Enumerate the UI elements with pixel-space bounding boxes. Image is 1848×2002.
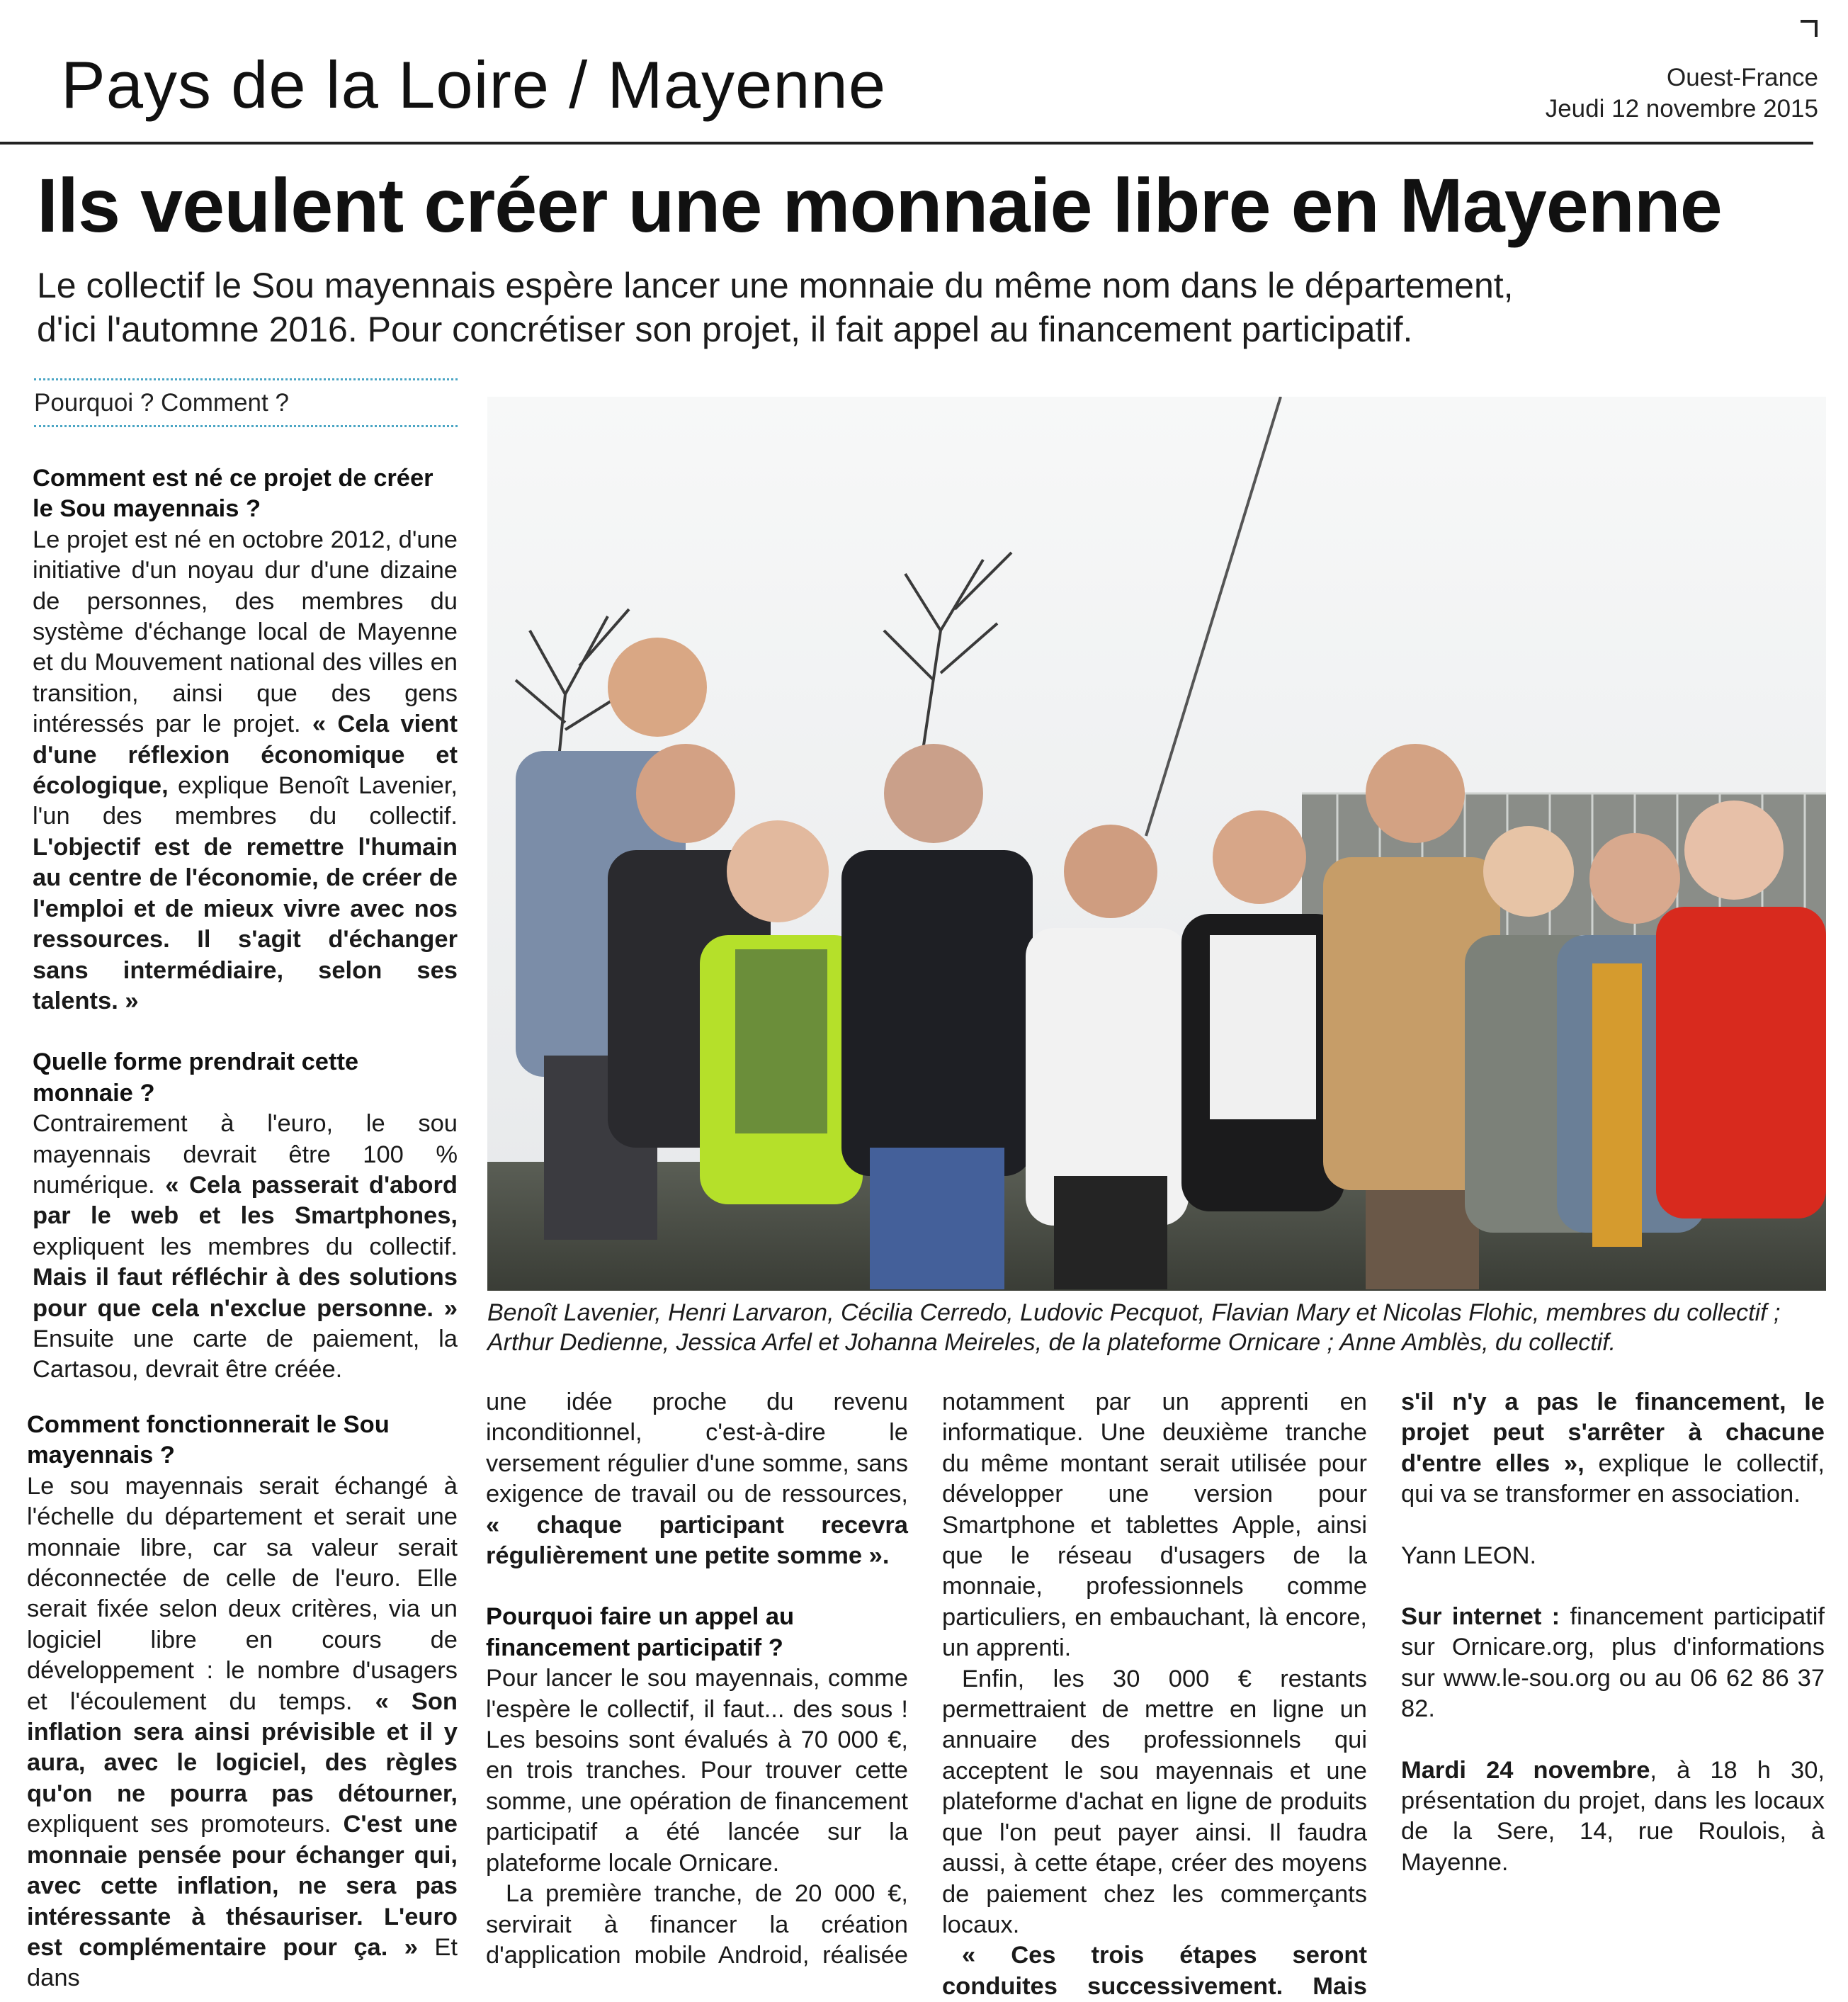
caption-line: Arthur Dedienne, Jessica Arfel et Johanna Meireles, de la plateforme Ornicare ; Anne Amblès, du collectif. — [487, 1329, 1616, 1356]
answer-text: une idée proche du revenu inconditionnel, c'est-à-dire le versement régulier d'une somme, sans exigence de travail ou de ressources, — [486, 1389, 908, 1508]
article-column-2 — [486, 1387, 908, 1971]
event-date: Mardi 24 novembre — [1401, 1756, 1650, 1784]
question-heading: Comment fonctionnerait le Sou mayennais ? — [27, 1411, 390, 1469]
group-photo-illustration — [487, 397, 1826, 1291]
event-text: , à 18 h 30, présentation du projet, dans les locaux de la Sere, 14, rue Roulois, à Mayenne. — [1401, 1756, 1825, 1876]
article-headline: Ils veulent créer une monnaie libre en Mayenne — [37, 162, 1722, 248]
info-text: financement participatif sur Ornicare.org, plus d'informations sur www.le-sou.org ou au 06 62 86 37 82. — [1401, 1603, 1825, 1723]
publication-date: Jeudi 12 novembre 2015 — [1545, 95, 1818, 123]
answer-paragraph — [33, 1109, 458, 1386]
answer-text: expliquent ses promoteurs. — [27, 1811, 331, 1838]
quote-text: C'est une monnaie pensée pour échanger qui, avec cette inflation, ne sera pas intéressante à thésauriser. L'euro est complémentaire pour ça. » — [27, 1811, 458, 1961]
quote-text: Mais il faut réfléchir à des solutions pour que cela n'exclue personne. » — [33, 1264, 458, 1322]
masthead — [1546, 62, 1818, 125]
quote-text: L'objectif est de remettre l'humain au centre de l'économie, de créer de l'emploi et de mieux vivre avec nos ressources. Il s'agit d'échanger sans intermédiaire, selon ses talents. » — [33, 833, 458, 1014]
crop-mark — [1801, 20, 1818, 37]
quote-text: « chaque participant recevra régulièrement une petite somme ». — [486, 1511, 908, 1570]
sidebar-title: Pourquoi ? Comment ? — [34, 389, 289, 417]
answer-text: Le projet est né en octobre 2012, d'une initiative d'un noyau dur d'une dizaine de personnes, des membres du système d'échange local de Mayenne et du Mouvement national des villes en transition, ainsi que des gens intéressés par le projet. — [33, 526, 458, 738]
answer-paragraph — [942, 1940, 1367, 2002]
publication-name: Ouest-France — [1667, 64, 1818, 91]
event-paragraph — [1401, 1755, 1825, 1879]
article-column-4 — [1401, 1387, 1825, 1878]
info-label: Sur internet : — [1401, 1603, 1560, 1631]
answer-paragraph — [486, 1387, 908, 1571]
answer-paragraph — [942, 1664, 1367, 1941]
answer-text: Et dans — [27, 1933, 458, 1992]
answer-text: Enfin, les 30 000 € restants permettraient de mettre en ligne un annuaire des professionnels qui acceptent le sou mayennais et une plateforme d'achat en ligne de produits que l'on peut payer ainsi. Il faudra aussi, à cette étape, créer des moyens de paiement chez les commerçants locaux. — [942, 1665, 1367, 1938]
caption-line: Benoît Lavenier, Henri Larvaron, Cécilia Cerredo, Ludovic Pecquot, Flavian Mary et Nicolas Flohic, membres du collectif ; — [487, 1299, 1781, 1326]
group-photo — [487, 397, 1826, 1291]
question-heading: Quelle forme prendrait cette monnaie ? — [33, 1048, 359, 1107]
article-column-1-bottom — [27, 1410, 458, 1994]
standfirst-line: Le collectif le Sou mayennais espère lancer une monnaie du même nom dans le département, — [37, 266, 1514, 305]
answer-text: Le sou mayennais serait échangé à l'échelle du département et serait une monnaie libre, car sa valeur serait déconnectée de celle de l'euro. Elle serait fixée selon deux critères, via un logiciel libre en cours de développement : le nombre d'usagers et l'écoulement du temps. — [27, 1472, 458, 1715]
quote-text: s'il n'y a pas le financement, le projet peut s'arrêter à chacune d'entre elles », — [1401, 1389, 1825, 1477]
answer-text: Contrairement à l'euro, le sou mayennais devrait être 100 % numérique. — [33, 1110, 458, 1199]
sidebar-rule — [34, 378, 458, 380]
article-standfirst — [37, 264, 1808, 351]
answer-text: Ensuite une carte de paiement, la Cartasou, devrait être créée. — [33, 1325, 458, 1384]
author-byline: Yann LEON. — [1401, 1542, 1537, 1569]
info-paragraph — [1401, 1602, 1825, 1725]
quote-text: « Cela passerait d'abord par le web et les Smartphones, — [33, 1171, 458, 1230]
standfirst-line: d'ici l'automne 2016. Pour concrétiser son projet, il fait appel au financement participatif. — [37, 310, 1413, 349]
photo-caption — [487, 1298, 1826, 1357]
question-heading: Pourquoi faire un appel au financement participatif ? — [486, 1603, 795, 1661]
header-rule — [0, 142, 1813, 145]
answer-paragraph — [27, 1471, 458, 1994]
article-column-1-top — [33, 463, 458, 1386]
answer-text: explique Benoît Lavenier, l'un des membres du collectif. — [33, 772, 458, 830]
answer-paragraph — [486, 1663, 908, 1879]
sidebar-rule — [34, 425, 458, 427]
answer-text: explique le collectif, qui va se transformer en association. — [1401, 1449, 1825, 1508]
answer-paragraph — [33, 525, 458, 1017]
answer-text: notamment par un apprenti en informatique. Une deuxième tranche du même montant serait utilisée pour développer une version pour Smartphone et tablettes Apple, ainsi que le réseau d'usagers de la monnaie, professionnels comme particuliers, en embauchant, là encore, un apprenti. — [942, 1389, 1367, 1662]
question-heading: Comment est né ce projet de créer le Sou mayennais ? — [33, 465, 433, 523]
article-column-3 — [942, 1387, 1367, 2002]
quote-text: « Son inflation sera ainsi prévisible et il y aura, avec le logiciel, des règles qu'on ne pourra pas détourner, — [27, 1687, 458, 1807]
answer-text: expliquent les membres du collectif. — [33, 1233, 458, 1260]
answer-paragraph — [1401, 1387, 1825, 1510]
answer-paragraph — [486, 1879, 908, 1971]
answer-text: La première tranche, de 20 000 €, servirait à financer la création d'application mobile Android, réalisée — [486, 1880, 908, 1969]
answer-paragraph — [942, 1387, 1367, 1664]
section-heading: Pays de la Loire / Mayenne — [61, 47, 887, 122]
answer-text: Pour lancer le sou mayennais, comme l'espère le collectif, il faut... des sous ! Les besoins sont évalués à 70 000 €, en trois tranches. Pour trouver cette somme, une opération de financement participatif a été lancée sur la plateforme locale Ornicare. — [486, 1665, 908, 1877]
quote-text: « Ces trois étapes seront conduites successivement. Mais — [942, 1942, 1367, 2000]
quote-text: « Cela vient d'une réflexion économique et écologique, — [33, 711, 458, 800]
